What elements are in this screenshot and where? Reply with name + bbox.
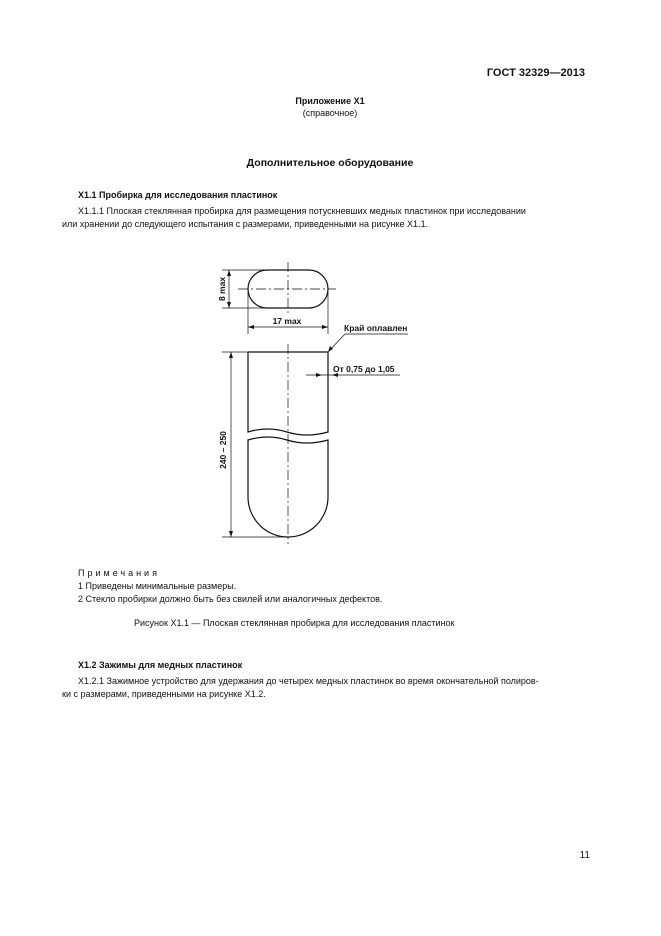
thickness-label: 8 max (217, 276, 227, 302)
page-number: 11 (579, 850, 590, 861)
section-title: Дополнительное оборудование (246, 157, 414, 169)
note-item-1: 1 Приведены минимальные размеры. (78, 581, 237, 591)
paragraph-x1-2-1-line2: ки с размерами, приведенными на рисунке X1.2. (62, 689, 266, 699)
edge-label: Край оплавлен (344, 323, 408, 333)
edge-leader (328, 334, 408, 352)
paragraph-x1-1-1-line1: X1.1.1 Плоская стеклянная пробирка для размещения потускневших медных пластинок при исследовании (78, 206, 526, 216)
figure-caption: Рисунок X1.1 — Плоская стеклянная пробирка для исследования пластинок (134, 618, 455, 628)
width-label: 17 max (272, 316, 302, 326)
section-heading-x1-1: X1.1 Пробирка для исследования пластинок (78, 190, 278, 200)
wall-thickness-label: От 0,75 до 1,05 (333, 364, 395, 374)
paragraph-x1-1-1-line2: или хранении до следующего испытания с размерами, приведенными на рисунке X1.1. (62, 219, 429, 229)
length-label: 240 – 250 (218, 431, 228, 469)
section-heading-x1-2: X1.2 Зажимы для медных пластинок (78, 660, 243, 670)
notes-title: Примечания (78, 568, 160, 578)
standard-number: ГОСТ 32329—2013 (486, 67, 585, 79)
paragraph-x1-2-1-line1: X1.2.1 Зажимное устройство для удержания до четырех медных пластинок во время окончательной полиров- (78, 676, 539, 686)
annex-title: Приложение X1 (295, 96, 365, 106)
annex-subtitle: (справочное) (302, 108, 358, 118)
length-dimension (222, 352, 288, 537)
note-item-2: 2 Стекло пробирки должно быть без свилей или аналогичных дефектов. (78, 594, 383, 604)
